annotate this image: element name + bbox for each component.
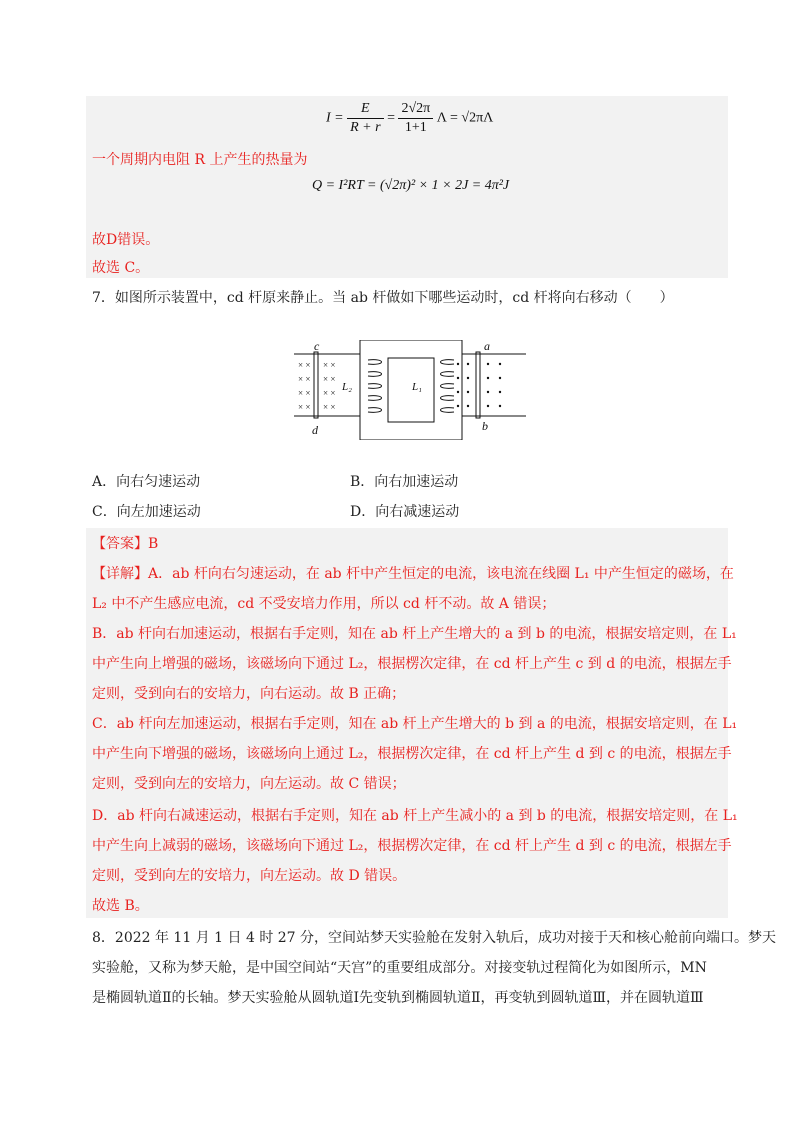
label-d: d xyxy=(312,423,318,437)
option-b: B．向右加速运动 xyxy=(350,474,459,490)
svg-text:× ×: × × xyxy=(323,388,336,398)
label-a: a xyxy=(484,340,490,353)
formula-current: I = $\frac{E}{R + r}$ = $\frac{2√2\pi}{1+1}$ Λ = √2πΛ xyxy=(326,101,494,135)
svg-text:× ×: × × xyxy=(298,388,311,398)
analysis-line: L₂ 中不产生感应电流，cd 不受安培力作用，所以 cd 杆不动。故 A 错误； xyxy=(92,596,556,612)
label-b: b xyxy=(482,419,488,433)
label-l2: L₂ xyxy=(342,381,352,393)
svg-text:× ×: × × xyxy=(298,360,311,370)
formula-heat: Q = I²RT = (√2π)² × 1 × 2J = 4π²J xyxy=(312,178,510,193)
analysis-line: C．ab 杆向左加速运动，根据右手定则，知在 ab 杆上产生增大的 b 到 a 的电流，根据安培定则，在 L₁ xyxy=(92,716,738,732)
question-8-line-1: 8．2022 年 11 月 1 日 4 时 27 分，空间站梦天实验舱在发射入轨后，成功对接于天和核心舱前向端口。梦天 xyxy=(92,930,777,946)
question-8-line-2: 实验舱，又称为梦天舱，是中国空间站“天宫”的重要组成部分。对接变轨过程简化为如图所示，MN xyxy=(92,960,707,976)
label-l1: L₁ xyxy=(412,381,422,393)
analysis-line: 定则，受到向左的安培力，向左运动。故 D 错误。 xyxy=(92,868,407,884)
question-7-stem: 7．如图所示装置中，cd 杆原来静止。当 ab 杆做如下哪些运动时，cd 杆将向右移动（ ） xyxy=(92,290,674,306)
svg-text:× ×: × × xyxy=(298,402,311,412)
circuit-figure xyxy=(290,340,530,440)
label-c: c xyxy=(314,340,320,353)
analysis-line: 【详解】A．ab 杆向右匀速运动，在 ab 杆中产生恒定的电流，该电流在线圈 L₁ 中产生恒定的磁场，在 xyxy=(92,566,734,582)
answer-text: 【答案】B xyxy=(92,536,159,552)
option-c: C．向左加速运动 xyxy=(92,504,201,520)
svg-text:× ×: × × xyxy=(323,374,336,384)
svg-text:× ×: × × xyxy=(298,374,311,384)
analysis-line: 定则，受到向左的安培力，向左运动。故 C 错误； xyxy=(92,776,406,792)
fraction-e-over-r: $\frac{E}{R + r}$ xyxy=(347,100,383,137)
svg-text:× ×: × × xyxy=(323,402,336,412)
choice-c-text: 故选 C。 xyxy=(92,260,150,276)
d-wrong-text: 故D错误。 xyxy=(92,232,160,248)
heat-statement: 一个周期内电阻 R 上产生的热量为 xyxy=(92,152,308,168)
fraction-2root2pi: $\frac{2√2\pi}{1+1}$ xyxy=(398,100,433,137)
analysis-line: B．ab 杆向右加速运动，根据右手定则，知在 ab 杆上产生增大的 a 到 b 的电流，根据安培定则，在 L₁ xyxy=(92,626,737,642)
analysis-line: 中产生向下增强的磁场，该磁场向上通过 L₂，根据楞次定律，在 cd 杆上产生 d 到 c 的电流，根据左手 xyxy=(92,746,732,762)
analysis-line: 中产生向上减弱的磁场，该磁场向下通过 L₂，根据楞次定律，在 cd 杆上产生 d 到 c 的电流，根据左手 xyxy=(92,838,732,854)
svg-text:× ×: × × xyxy=(323,360,336,370)
analysis-line: 定则，受到向右的安培力，向右运动。故 B 正确； xyxy=(92,686,406,702)
question-8-line-3: 是椭圆轨道Ⅱ的长轴。梦天实验舱从圆轨道Ⅰ先变轨到椭圆轨道Ⅱ，再变轨到圆轨道Ⅲ，并在圆轨道Ⅲ xyxy=(92,990,704,1006)
option-a: A．向右匀速运动 xyxy=(92,474,201,490)
option-d: D．向右减速运动 xyxy=(350,504,460,520)
analysis-line: 故选 B。 xyxy=(92,898,149,914)
analysis-line: D．ab 杆向右减速运动，根据右手定则，知在 ab 杆上产生减小的 a 到 b 的电流，根据安培定则，在 L₁ xyxy=(92,808,738,824)
analysis-line: 中产生向上增强的磁场，该磁场向下通过 L₂，根据楞次定律，在 cd 杆上产生 c 到 d 的电流，根据左手 xyxy=(92,656,732,672)
